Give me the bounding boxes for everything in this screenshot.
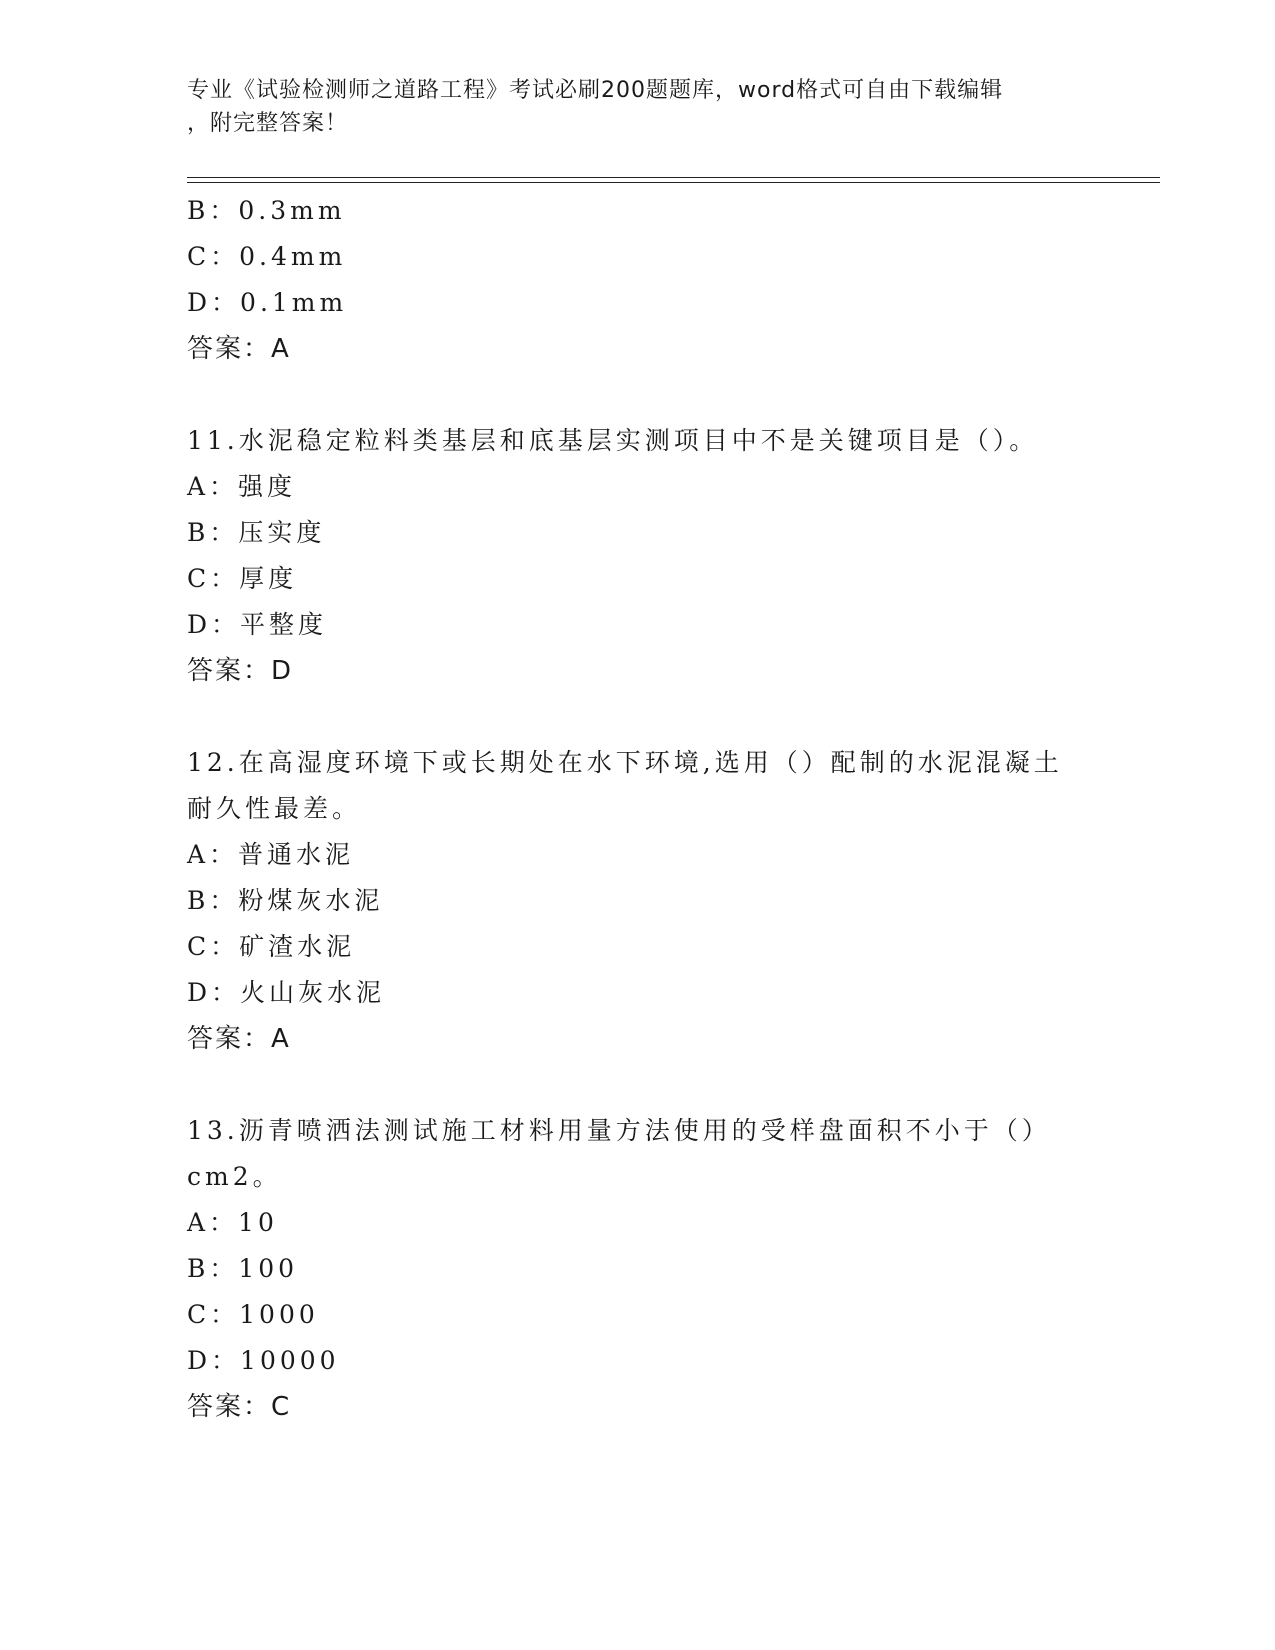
option-b: B：压实度 [187,518,326,547]
option-d: D：平整度 [187,610,328,639]
answer-line: 答案：A [187,334,291,364]
option-b: B：粉煤灰水泥 [187,886,384,915]
option-c: C：0.4mm [187,242,347,271]
question-11 [187,418,1067,694]
option-d: D：火山灰水泥 [187,978,386,1007]
spacer [187,372,1067,418]
answer-line: 答案：D [187,656,294,686]
option-d: D：0.1mm [187,288,348,317]
option-a: A：普通水泥 [187,840,355,869]
header-title-line-2: ，附完整答案！ [187,111,349,136]
option-a: A：10 [187,1208,278,1237]
question-text: 13.沥青喷洒法测试施工材料用量方法使用的受样盘面积不小于（） [187,1116,1051,1145]
header-divider-bottom [187,182,1160,183]
option-c: C：1000 [187,1300,319,1329]
header-divider-top [187,177,1160,178]
question-text: 12.在高湿度环境下或长期处在水下环境,选用（）配制的水泥混凝土 [187,748,1063,777]
option-c: C：矿渣水泥 [187,932,356,961]
page-header [187,74,1067,140]
spacer [187,1062,1067,1108]
answer-line: 答案：C [187,1392,292,1422]
question-13 [187,1108,1067,1430]
spacer [187,694,1067,740]
option-b: B：0.3mm [187,196,346,225]
answer-line: 答案：A [187,1024,291,1054]
question-text-continued: 耐久性最差。 [187,794,362,823]
partial-question [187,188,1067,372]
option-a: A：强度 [187,472,297,501]
question-content [187,188,1067,1430]
question-12 [187,740,1067,1062]
option-b: B：100 [187,1254,299,1283]
question-text-continued: cm2。 [187,1162,282,1191]
question-text: 11.水泥稳定粒料类基层和底基层实测项目中不是关键项目是（）。 [187,426,1039,455]
header-title-line-1: 专业《试验检测师之道路工程》考试必刷200题题库，word格式可自由下载编辑 [187,78,1004,103]
option-d: D：10000 [187,1346,340,1375]
option-c: C：厚度 [187,564,298,593]
